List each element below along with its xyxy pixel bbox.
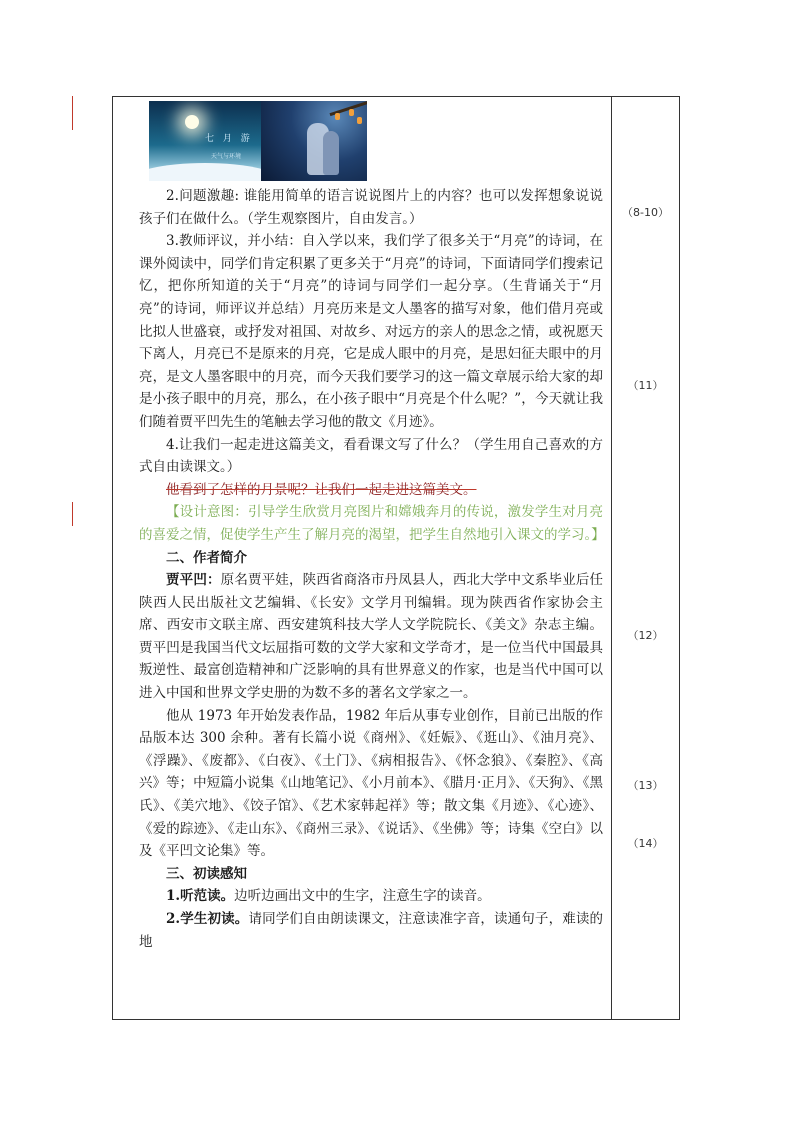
time-label: （13） xyxy=(627,779,664,792)
children-moon-image xyxy=(261,101,367,181)
revision-mark xyxy=(72,502,73,526)
lesson-images xyxy=(149,101,603,183)
section-heading-author: 二、作者简介 xyxy=(166,549,247,566)
revision-mark xyxy=(72,96,73,130)
paragraph-author: 贾平凹：原名贾平娃，陕西省商洛市丹凤县人，西北大学中文系毕业后任陕西人民出版社文艺编辑、《长安》文学月刊编辑。现为陕西省作家协会主席、西安市文联主席、西安建筑科技大学人文学院院长、《美文》杂志主编。贾平凹是我国当代文坛屈指可数的文学大家和文学奇才，是一位当代中国最具叛逆性、最富创造精神和广泛影响的具有世界意义的作家，也是当代中国可以进入中国和世界文学史册的为数不多的著名文学家之一。 xyxy=(139,572,604,702)
time-label: （8-10） xyxy=(622,206,669,219)
paragraph-listen: 1.听范读。边听边画出文中的生字，注意生字的读音。 xyxy=(166,888,491,905)
moon-night-image xyxy=(149,101,261,181)
paragraph-student-reading: 2.学生初读。请同学们自由朗读课文，注意读准字音，读通句子，难读的地 xyxy=(139,911,604,950)
time-column xyxy=(612,97,679,1019)
lesson-table xyxy=(112,96,680,1020)
time-label: （12） xyxy=(627,629,664,642)
paragraph-works: 他从 1973 年开始发表作品，1982 年后从事专业创作，目前已出版的作品版本达 300 余种。著有长篇小说《商州》、《妊娠》、《逛山》、《油月亮》、《浮躁》、《废都》、《白夜》、《土门》、《病相报告》、《怀念狼》、《秦腔》、《高兴》等；中短篇小说集《山地笔记》、《小月前本》、《腊月·正月》、《天狗》、《黑氏》、《美穴地》、《饺子馆》、《艺术家韩起祥》等；散文集《月迹》、《心迹》、《爱的踪迹》、《走山东》、《商州三录》、《说话》、《坐佛》等；诗集《空白》以及《平凹文论集》等。 xyxy=(139,707,603,860)
paragraph-question: 2.问题激趣: 谁能用简单的语言说说图片上的内容？也可以发挥想象说说孩子们在做什么。（学生观察图片，自由发言。） xyxy=(139,188,603,227)
image-caption: 天气与环境 xyxy=(211,153,242,160)
time-label: （11） xyxy=(627,379,664,392)
section-heading-first-reading: 三、初读感知 xyxy=(166,865,247,882)
paragraph-read-text: 4.让我们一起走进这篇美文，看看课文写了什么？（学生用自己喜欢的方式自由读课文。） xyxy=(139,436,603,476)
image-title: 七 月 游 xyxy=(205,134,253,144)
struck-text: 他看到了怎样的月景呢？让我们一起走进这篇美文。 xyxy=(166,481,477,498)
lesson-content-cell xyxy=(113,97,611,1019)
design-intent: 【设计意图：引导学生欣赏月亮图片和嫦娥奔月的传说，激发学生对月亮的喜爱之情，促使学生产生了解月亮的渴望，把学生自然地引入课文的学习。】 xyxy=(139,504,605,543)
paragraph-teacher-summary: 3.教师评议，并小结：自入学以来，我们学了很多关于“月亮”的诗词，在课外阅读中，同学们肯定积累了更多关于“月亮”的诗词，下面请同学们搜索记忆，把你所知道的关于“月亮”的诗词与同学们一起分享。（生背诵关于“月亮”的诗词，师评议并总结）月亮历来是文人墨客的描写对象，他们借月亮或比拟人世盛衰，或抒发对祖国、对故乡、对远方的亲人的思念之情，或祝愿天下离人，月亮已不是原来的月亮，它是成人眼中的月亮，是思妇征夫眼中的月亮，是文人墨客眼中的月亮，而今天我们要学习的这一篇文章展示给大家的却是小孩子眼中的月亮，那么，在小孩子眼中“月亮是个什么呢？”，今天就让我们随着贾平凹先生的笔触去学习他的散文《月迹》。 xyxy=(139,233,603,430)
time-label: （14） xyxy=(627,837,664,850)
